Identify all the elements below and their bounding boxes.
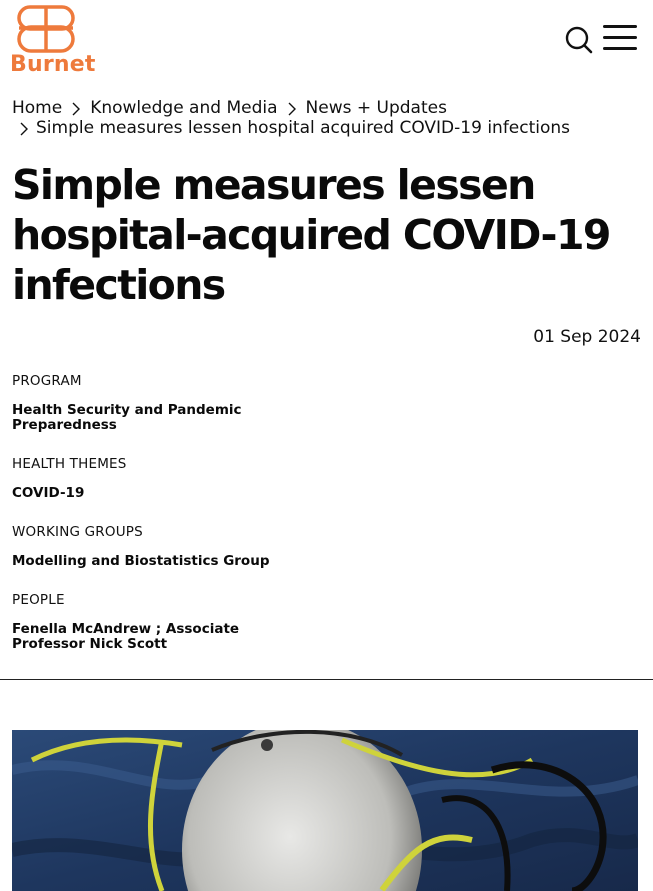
breadcrumb	[12, 98, 642, 139]
chevron-right-icon	[68, 101, 84, 117]
publish-date: 01 Sep 2024	[533, 327, 641, 347]
hero-image	[12, 730, 638, 891]
logo-wordmark: Burnet	[10, 52, 96, 77]
hamburger-line	[603, 36, 637, 39]
people-link[interactable]: Fenella McAndrew ; Associate Professor Nick Scott	[12, 621, 240, 652]
program-label: PROGRAM	[12, 373, 82, 389]
working-groups-label: WORKING GROUPS	[12, 524, 143, 540]
health-themes-label: HEALTH THEMES	[12, 456, 127, 472]
search-button[interactable]	[563, 24, 595, 56]
breadcrumb-knowledge-and-media[interactable]: Knowledge and Media	[90, 98, 278, 118]
health-theme-link[interactable]: COVID-19	[12, 485, 85, 501]
search-icon	[563, 24, 595, 56]
section-divider	[0, 679, 653, 680]
face-mask-stethoscope-image	[12, 730, 638, 891]
meta-health-themes	[12, 456, 312, 501]
meta-working-groups	[12, 524, 312, 569]
menu-button[interactable]	[603, 24, 639, 54]
breadcrumb-current: Simple measures lessen hospital acquired COVID-19 infections	[36, 118, 571, 138]
people-label: PEOPLE	[12, 592, 65, 608]
site-header	[0, 0, 653, 90]
hamburger-menu-icon	[603, 25, 637, 28]
meta-program	[12, 373, 312, 433]
program-link[interactable]: Health Security and Pandemic Preparedness	[12, 402, 242, 433]
chevron-right-icon	[284, 101, 300, 117]
breadcrumb-home[interactable]: Home	[12, 98, 63, 118]
meta-people	[12, 592, 312, 652]
working-group-link[interactable]: Modelling and Biostatistics Group	[12, 553, 270, 569]
page-title: Simple measures lessen hospital-acquired COVID-19 infections	[12, 161, 610, 309]
burnet-logo-icon	[10, 5, 85, 55]
hamburger-line	[603, 47, 637, 50]
breadcrumb-news-updates[interactable]: News + Updates	[305, 98, 447, 118]
chevron-right-icon	[16, 121, 32, 137]
